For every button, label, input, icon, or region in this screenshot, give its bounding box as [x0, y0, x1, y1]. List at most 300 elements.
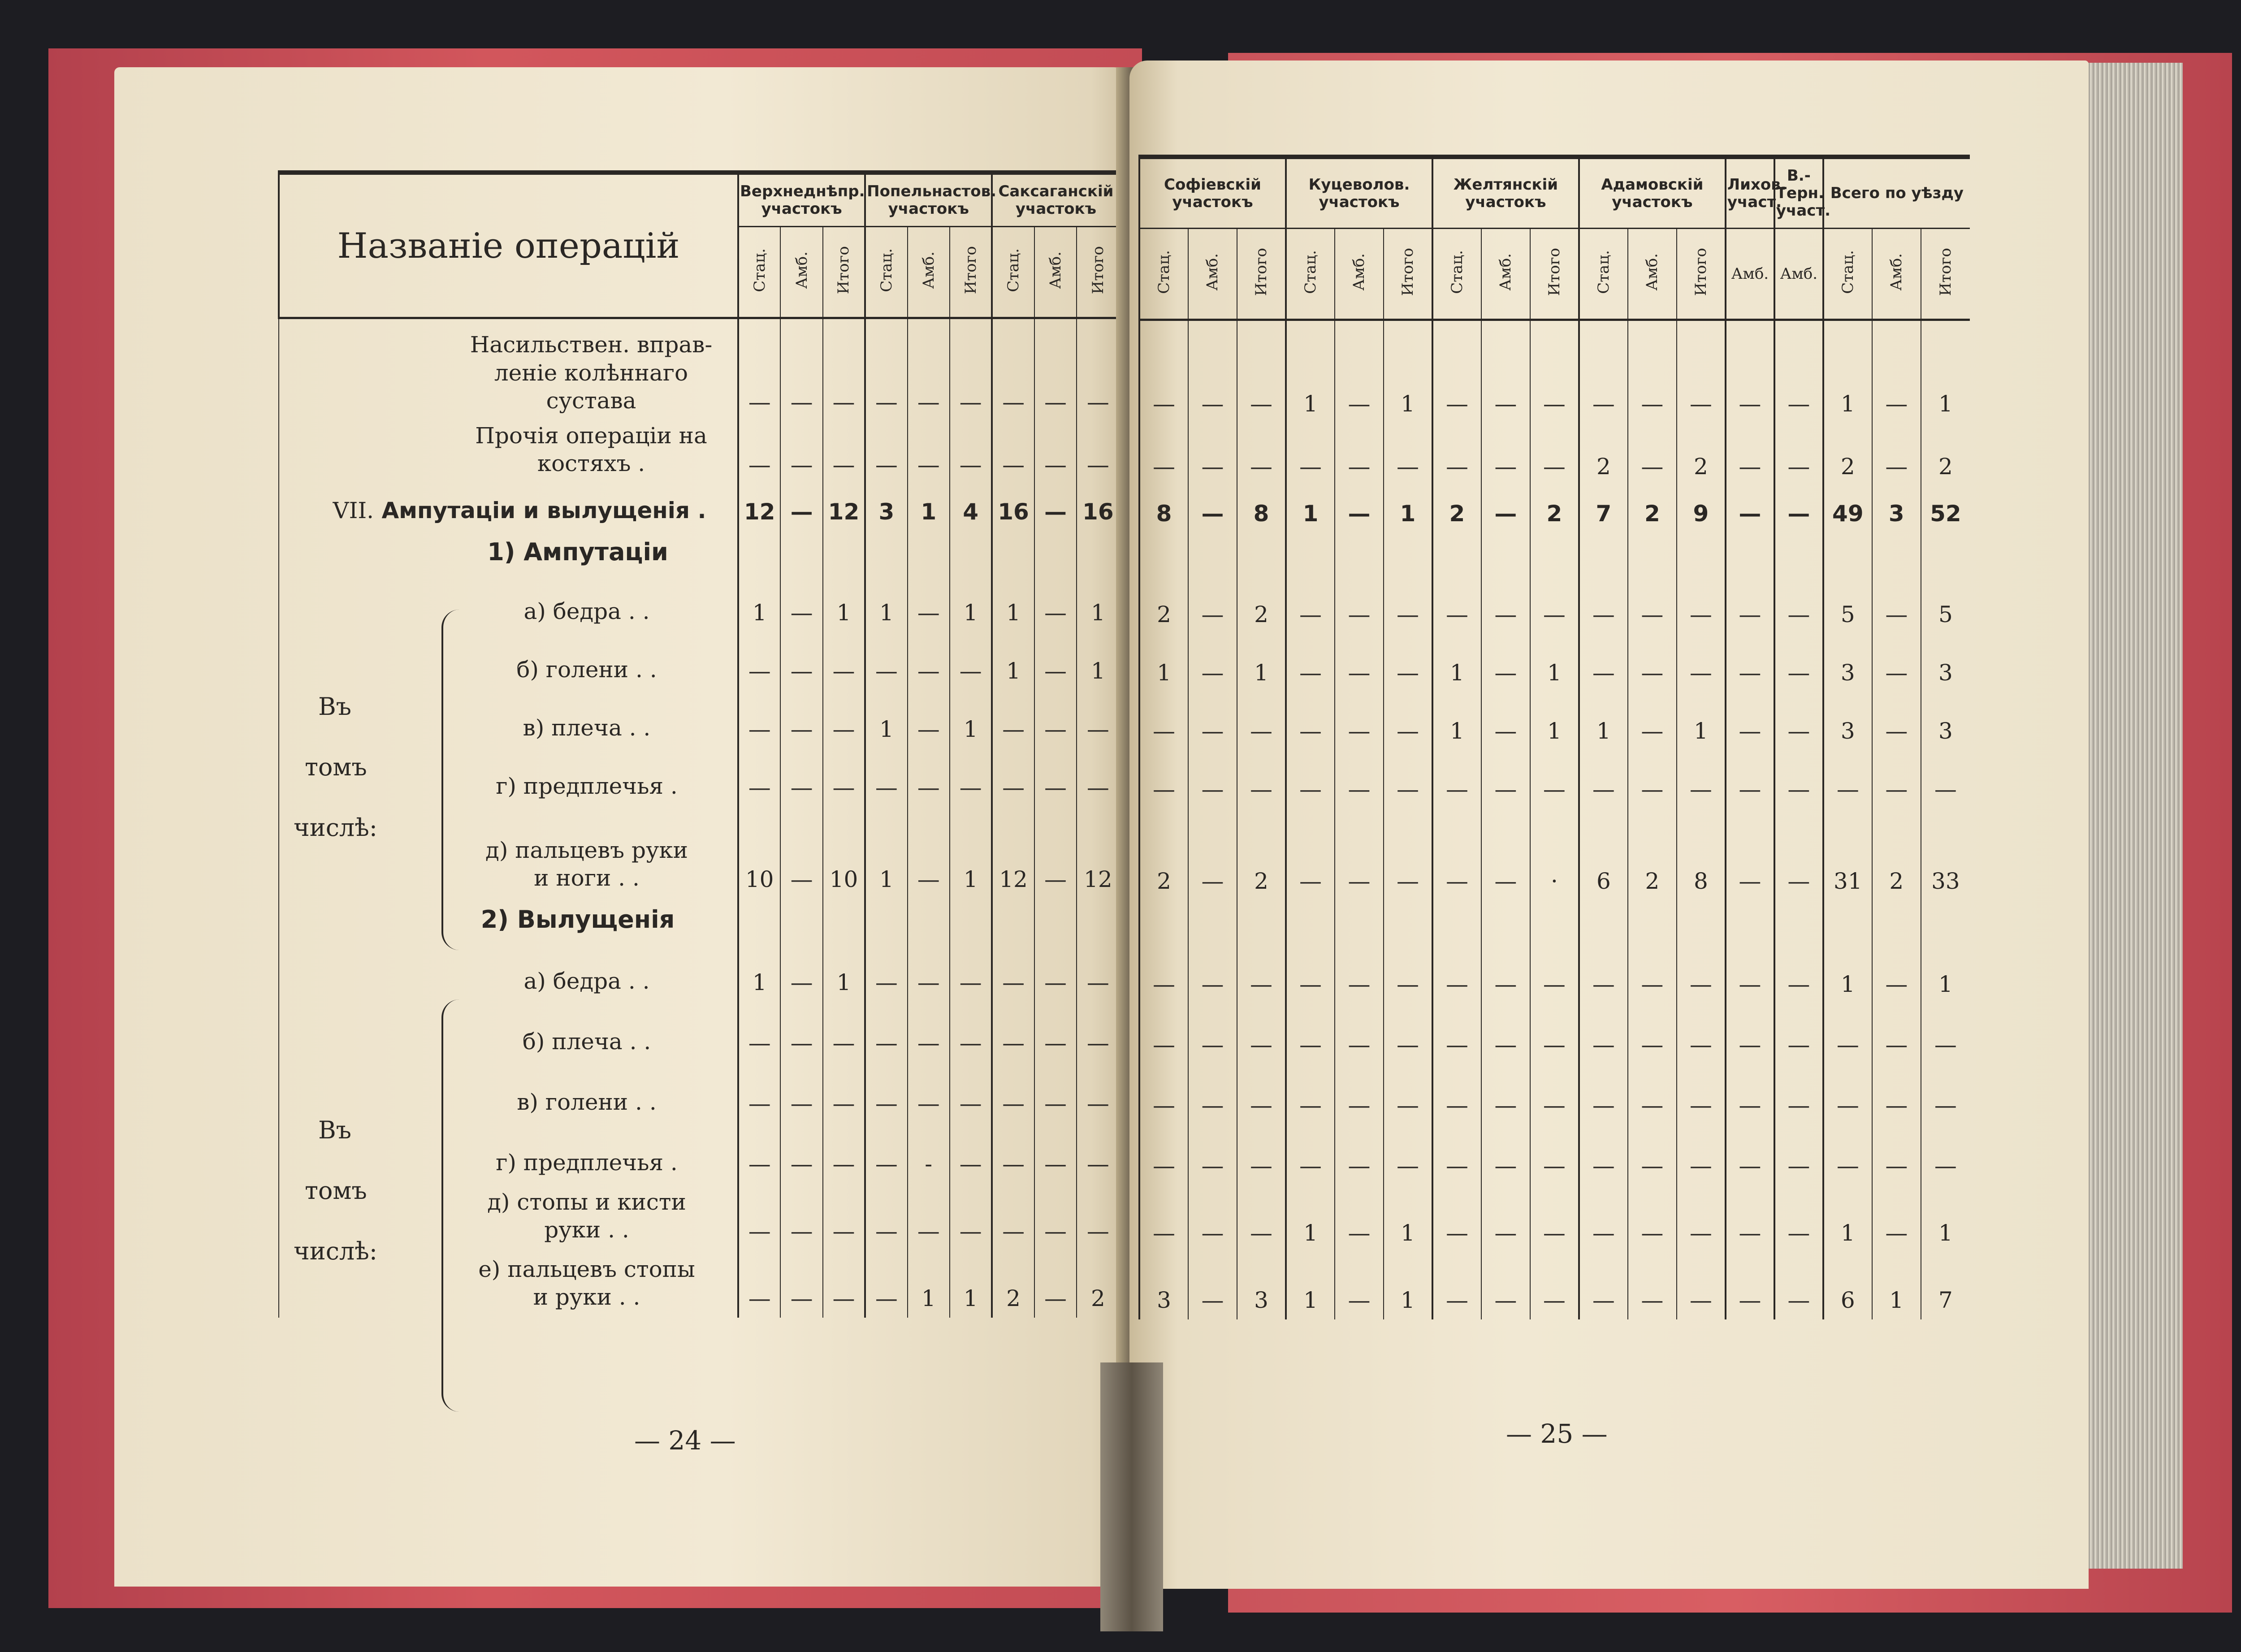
table-cell: [738, 531, 780, 574]
table-cell: 1: [1823, 943, 1872, 1003]
table-cell: —: [1921, 1124, 1970, 1185]
table-cell: —: [1432, 575, 1481, 634]
table-cell: —: [865, 1002, 907, 1062]
table-cell: —: [1872, 320, 1921, 423]
table-row: [1139, 575, 1970, 634]
table-cell: —: [1335, 750, 1384, 809]
table-cell: —: [1335, 692, 1384, 750]
table-cell: 1: [1921, 943, 1970, 1003]
table-cell: —: [1139, 750, 1188, 809]
table-cell: —: [1034, 807, 1077, 899]
table-cell: 1: [950, 807, 992, 899]
column-subheader-label: Итого: [1252, 248, 1270, 296]
table-cell: 1: [1579, 692, 1628, 750]
table-cell: —: [950, 1062, 992, 1123]
column-subheader: [1077, 227, 1119, 318]
table-cell: —: [738, 1002, 780, 1062]
table-cell: —: [1628, 634, 1677, 692]
table-cell: —: [865, 1183, 907, 1250]
column-subheader: [1384, 229, 1432, 320]
column-subheader-label: Итого: [835, 246, 853, 294]
table-cell: —: [1530, 750, 1579, 809]
table-cell: —: [1530, 1003, 1579, 1064]
table-cell: 1: [823, 941, 865, 1002]
table-cell: —: [950, 1183, 992, 1250]
table-cell: —: [950, 748, 992, 807]
table-cell: —: [1034, 632, 1077, 690]
table-cell: 1: [1286, 320, 1335, 423]
table-cell: —: [1872, 423, 1921, 486]
table-cell: —: [908, 1062, 950, 1123]
table-cell: 33: [1921, 809, 1970, 900]
table-cell: [1774, 533, 1823, 575]
table-cell: 1: [992, 574, 1034, 632]
table-cell: [1432, 900, 1481, 943]
column-group-header: Куцеволов. участокъ: [1286, 157, 1432, 229]
table-cell: [1077, 531, 1119, 574]
table-cell: —: [1139, 943, 1188, 1003]
table-cell: —: [1188, 1003, 1237, 1064]
brace: [441, 610, 461, 950]
table-cell: 31: [1823, 809, 1872, 900]
table-cell: —: [1286, 634, 1335, 692]
table-cell: [1726, 533, 1774, 575]
table-cell: —: [780, 690, 822, 748]
table-cell: 1: [950, 574, 992, 632]
table-cell: 1: [950, 690, 992, 748]
row-label: [279, 484, 738, 531]
table-cell: —: [1481, 1064, 1530, 1124]
column-header-operation-name: Названіе операцій: [279, 173, 738, 318]
table-row: [1139, 634, 1970, 692]
table-cell: [1921, 533, 1970, 575]
column-subheader: [1921, 229, 1970, 320]
table-cell: [1726, 900, 1774, 943]
table-cell: 1: [950, 1250, 992, 1318]
column-subheader: [1726, 229, 1774, 320]
table-cell: —: [1034, 1250, 1077, 1318]
table-cell: —: [1774, 423, 1823, 486]
row-label-line: и ноги . .: [534, 865, 640, 891]
column-subheader-label: Стац.: [877, 248, 896, 292]
side-label: числѣ:: [294, 1237, 377, 1265]
table-cell: —: [1726, 575, 1774, 634]
table-cell: —: [1774, 750, 1823, 809]
side-label: числѣ:: [294, 813, 377, 842]
table-cell: —: [908, 421, 950, 484]
table-cell: 8: [1237, 486, 1286, 533]
table-cell: —: [1286, 692, 1335, 750]
table-cell: 1: [1530, 634, 1579, 692]
table-cell: —: [1077, 941, 1119, 1002]
table-row: [279, 574, 1119, 632]
table-cell: [992, 531, 1034, 574]
table-cell: 1: [1077, 632, 1119, 690]
column-subheader: [1188, 229, 1237, 320]
table-row: [279, 807, 1119, 899]
table-cell: —: [950, 941, 992, 1002]
row-label-line: г) предплечья .: [496, 773, 678, 800]
table-cell: 2: [1237, 809, 1286, 900]
table-cell: —: [1139, 1003, 1188, 1064]
table-cell: [780, 531, 822, 574]
table-cell: —: [1579, 575, 1628, 634]
table-cell: —: [1286, 809, 1335, 900]
table-cell: —: [1034, 941, 1077, 1002]
table-cell: —: [908, 941, 950, 1002]
table-cell: [1530, 900, 1579, 943]
table-cell: [1237, 533, 1286, 575]
table-cell: —: [1628, 320, 1677, 423]
table-row: [1139, 809, 1970, 900]
table-cell: —: [1872, 634, 1921, 692]
table-cell: —: [908, 1002, 950, 1062]
table-row: [279, 421, 1119, 484]
table-cell: —: [1335, 1003, 1384, 1064]
table-cell: —: [1034, 1123, 1077, 1183]
column-subheader: [1335, 229, 1384, 320]
table-cell: 7: [1579, 486, 1628, 533]
table-cell: 1: [1432, 692, 1481, 750]
column-subheader: [1139, 229, 1188, 320]
table-cell: —: [992, 690, 1034, 748]
table-cell: —: [1432, 1124, 1481, 1185]
table-cell: —: [1774, 943, 1823, 1003]
table-row: [279, 1183, 1119, 1250]
table-cell: —: [1677, 1185, 1726, 1252]
table-row: [1139, 1185, 1970, 1252]
table-cell: —: [1432, 809, 1481, 900]
row-label-line: г) предплечья .: [496, 1150, 678, 1176]
table-cell: —: [950, 421, 992, 484]
table-cell: —: [780, 1062, 822, 1123]
row-label-line: Насильствен. вправ-: [470, 332, 713, 358]
table-row: [279, 690, 1119, 748]
table-cell: [1384, 900, 1432, 943]
table-cell: —: [1530, 423, 1579, 486]
row-label: [279, 574, 738, 632]
table-cell: 1: [1823, 320, 1872, 423]
table-cell: —: [738, 1183, 780, 1250]
side-label: Въ: [318, 1116, 352, 1144]
table-cell: —: [823, 318, 865, 421]
table-cell: —: [1384, 750, 1432, 809]
table-cell: —: [1530, 1064, 1579, 1124]
table-cell: [1034, 531, 1077, 574]
table-cell: 1: [1823, 1185, 1872, 1252]
table-cell: —: [992, 1002, 1034, 1062]
book-spine-bottom: [1100, 1362, 1163, 1631]
table-cell: 2: [1579, 423, 1628, 486]
table-cell: —: [1628, 692, 1677, 750]
table-cell: —: [865, 1123, 907, 1183]
table-cell: —: [1077, 690, 1119, 748]
table-cell: 1: [1384, 1185, 1432, 1252]
table-cell: -: [908, 1123, 950, 1183]
table-cell: 3: [1921, 692, 1970, 750]
table-cell: [1335, 900, 1384, 943]
table-cell: —: [1077, 1062, 1119, 1123]
table-cell: —: [1530, 1185, 1579, 1252]
table-cell: —: [1139, 692, 1188, 750]
table-cell: 16: [992, 484, 1034, 531]
table-cell: —: [1384, 1124, 1432, 1185]
table-cell: —: [1481, 1252, 1530, 1319]
table-cell: —: [1286, 1064, 1335, 1124]
table-cell: —: [1579, 1064, 1628, 1124]
column-group-header: Лихов. участ.: [1726, 157, 1774, 229]
table-cell: —: [1384, 634, 1432, 692]
table-row: [1139, 533, 1970, 575]
table-row: [1139, 692, 1970, 750]
table-row: [1139, 900, 1970, 943]
table-cell: 1: [1921, 1185, 1970, 1252]
table-cell: —: [1188, 423, 1237, 486]
column-group-header: В.-Терн. участ.: [1774, 157, 1823, 229]
table-cell: —: [1077, 1183, 1119, 1250]
row-label-line: д) стопы и кисти: [487, 1189, 686, 1215]
table-cell: —: [1237, 423, 1286, 486]
table-cell: 5: [1921, 575, 1970, 634]
table-cell: —: [1034, 574, 1077, 632]
table-cell: —: [1921, 1064, 1970, 1124]
table-cell: —: [1034, 748, 1077, 807]
table-cell: —: [865, 1250, 907, 1318]
table-cell: —: [992, 748, 1034, 807]
column-subheader-label: Амб.: [792, 251, 811, 289]
table-cell: —: [1286, 750, 1335, 809]
column-subheader-label: Амб.: [1046, 251, 1064, 289]
table-cell: [1872, 533, 1921, 575]
table-cell: —: [1034, 1183, 1077, 1250]
table-cell: —: [738, 1250, 780, 1318]
table-cell: 2: [1921, 423, 1970, 486]
table-cell: —: [823, 1002, 865, 1062]
table-cell: —: [738, 1123, 780, 1183]
table-cell: 12: [738, 484, 780, 531]
row-label-line: б) голени . .: [516, 657, 657, 683]
table-cell: —: [738, 318, 780, 421]
table-cell: —: [1677, 750, 1726, 809]
table-cell: —: [1921, 750, 1970, 809]
table-cell: —: [1579, 320, 1628, 423]
table-cell: —: [1481, 634, 1530, 692]
table-cell: —: [1726, 809, 1774, 900]
table-cell: —: [1774, 634, 1823, 692]
table-cell: 2: [1237, 575, 1286, 634]
table-cell: [1335, 533, 1384, 575]
table-cell: —: [865, 421, 907, 484]
table-cell: —: [823, 1062, 865, 1123]
table-cell: —: [1335, 634, 1384, 692]
table-cell: —: [1579, 634, 1628, 692]
row-label-line: леніе колѣннаго: [494, 359, 688, 386]
table-cell: —: [1628, 943, 1677, 1003]
table-cell: —: [1726, 943, 1774, 1003]
row-label-line: Прочія операціи на: [475, 422, 707, 449]
row-label-line: б) плеча . .: [522, 1029, 651, 1055]
column-group-header: Попельнастов. участокъ: [865, 173, 992, 227]
table-cell: —: [780, 807, 822, 899]
table-cell: —: [1921, 1003, 1970, 1064]
column-subheader-label: Итого: [961, 246, 980, 294]
table-cell: —: [1579, 943, 1628, 1003]
table-cell: —: [1481, 750, 1530, 809]
column-subheader-label: Итого: [1936, 248, 1955, 296]
table-cell: 3: [865, 484, 907, 531]
table-cell: —: [1188, 486, 1237, 533]
table-cell: —: [1077, 1123, 1119, 1183]
row-label: [279, 421, 738, 484]
table-cell: —: [1384, 943, 1432, 1003]
table-cell: —: [1335, 1252, 1384, 1319]
table-cell: —: [1774, 1185, 1823, 1252]
table-cell: 1: [738, 941, 780, 1002]
column-subheader: [1034, 227, 1077, 318]
table-cell: 8: [1677, 809, 1726, 900]
side-label: Въ: [318, 692, 352, 721]
table-cell: —: [1872, 692, 1921, 750]
table-cell: —: [1726, 1124, 1774, 1185]
table-cell: —: [1872, 750, 1921, 809]
column-subheader-label: Стац.: [1004, 248, 1023, 292]
table-cell: —: [992, 318, 1034, 421]
table-row: [1139, 1252, 1970, 1319]
column-subheader-label: Итого: [1089, 246, 1107, 294]
row-label-line: д) пальцевъ руки: [485, 837, 688, 863]
table-cell: [1872, 900, 1921, 943]
column-subheader: [1481, 229, 1530, 320]
table-cell: —: [780, 1002, 822, 1062]
table-cell: 16: [1077, 484, 1119, 531]
table-cell: —: [1384, 1064, 1432, 1124]
right-page: [1129, 61, 2089, 1589]
table-cell: 3: [1823, 634, 1872, 692]
column-subheader: [1530, 229, 1579, 320]
table-cell: —: [1481, 1124, 1530, 1185]
row-label-line: е) пальцевъ стопы: [478, 1256, 695, 1282]
table-cell: —: [950, 632, 992, 690]
table-cell: —: [908, 1183, 950, 1250]
table-cell: 1: [908, 484, 950, 531]
table-cell: 1: [1677, 692, 1726, 750]
table-cell: —: [780, 632, 822, 690]
page-number: — 24 —: [634, 1425, 736, 1456]
table-cell: —: [1432, 1064, 1481, 1124]
column-group-header: Всего по уѣзду: [1823, 157, 1970, 229]
table-cell: [1823, 533, 1872, 575]
table-cell: 1: [1872, 1252, 1921, 1319]
table-cell: 3: [1921, 634, 1970, 692]
table-cell: —: [1034, 484, 1077, 531]
table-cell: —: [1774, 692, 1823, 750]
table-cell: —: [1034, 1062, 1077, 1123]
table-cell: 6: [1579, 809, 1628, 900]
table-row: [279, 748, 1119, 807]
column-subheader: [1579, 229, 1628, 320]
column-subheader-label: Стац.: [750, 248, 769, 292]
table-cell: 12: [992, 807, 1034, 899]
table-cell: —: [1034, 690, 1077, 748]
table-cell: —: [1872, 1003, 1921, 1064]
table-cell: —: [1726, 692, 1774, 750]
table-cell: —: [1677, 1003, 1726, 1064]
table-cell: —: [1034, 421, 1077, 484]
table-cell: —: [823, 421, 865, 484]
table-cell: —: [1823, 1124, 1872, 1185]
table-cell: [1530, 533, 1579, 575]
table-cell: —: [1335, 809, 1384, 900]
section-heading: 1) Ампутаціи: [279, 531, 738, 574]
table-cell: —: [1774, 575, 1823, 634]
column-subheader-label: Амб.: [1887, 253, 1906, 291]
table-cell: —: [780, 941, 822, 1002]
table-cell: —: [1872, 1124, 1921, 1185]
table-cell: —: [1677, 1252, 1726, 1319]
table-cell: [1677, 900, 1726, 943]
table-cell: 6: [1823, 1252, 1872, 1319]
table-cell: 3: [1872, 486, 1921, 533]
column-subheader-label: Амб.: [1780, 265, 1818, 283]
row-label: [279, 632, 738, 690]
column-subheader: [1286, 229, 1335, 320]
table-cell: —: [992, 1062, 1034, 1123]
table-cell: 3: [1823, 692, 1872, 750]
table-cell: —: [738, 748, 780, 807]
table-cell: —: [1077, 748, 1119, 807]
table-cell: —: [1481, 423, 1530, 486]
table-cell: —: [1774, 1064, 1823, 1124]
table-cell: —: [992, 1123, 1034, 1183]
column-subheader: [780, 227, 822, 318]
table-cell: —: [1188, 943, 1237, 1003]
column-subheader: [1823, 229, 1872, 320]
table-cell: —: [1188, 750, 1237, 809]
column-group-header: Адамовскій участокъ: [1579, 157, 1726, 229]
table-cell: [1188, 533, 1237, 575]
table-cell: —: [738, 690, 780, 748]
table-cell: 2: [1628, 809, 1677, 900]
table-cell: —: [738, 1062, 780, 1123]
table-cell: 1: [865, 690, 907, 748]
page-number: — 25 —: [1506, 1418, 1608, 1449]
table-cell: 7: [1921, 1252, 1970, 1319]
table-cell: 1: [1384, 1252, 1432, 1319]
table-cell: —: [780, 1250, 822, 1318]
table-row: [279, 1002, 1119, 1062]
table-cell: —: [1188, 1185, 1237, 1252]
table-cell: —: [1335, 1124, 1384, 1185]
table-row: [1139, 423, 1970, 486]
table-cell: [865, 531, 907, 574]
table-cell: —: [1774, 809, 1823, 900]
column-subheader-label: Итого: [1398, 248, 1417, 296]
table-cell: —: [1677, 320, 1726, 423]
table-cell: —: [950, 318, 992, 421]
table-cell: —: [1774, 320, 1823, 423]
table-cell: —: [992, 1183, 1034, 1250]
table-cell: 2: [1432, 486, 1481, 533]
table-cell: [865, 899, 907, 941]
column-subheader: [908, 227, 950, 318]
row-label-line: костяхъ .: [537, 450, 645, 477]
table-cell: —: [1481, 809, 1530, 900]
table-cell: —: [1628, 423, 1677, 486]
table-row: [1139, 943, 1970, 1003]
table-cell: —: [1628, 750, 1677, 809]
column-subheader: [1237, 229, 1286, 320]
table-cell: 9: [1677, 486, 1726, 533]
